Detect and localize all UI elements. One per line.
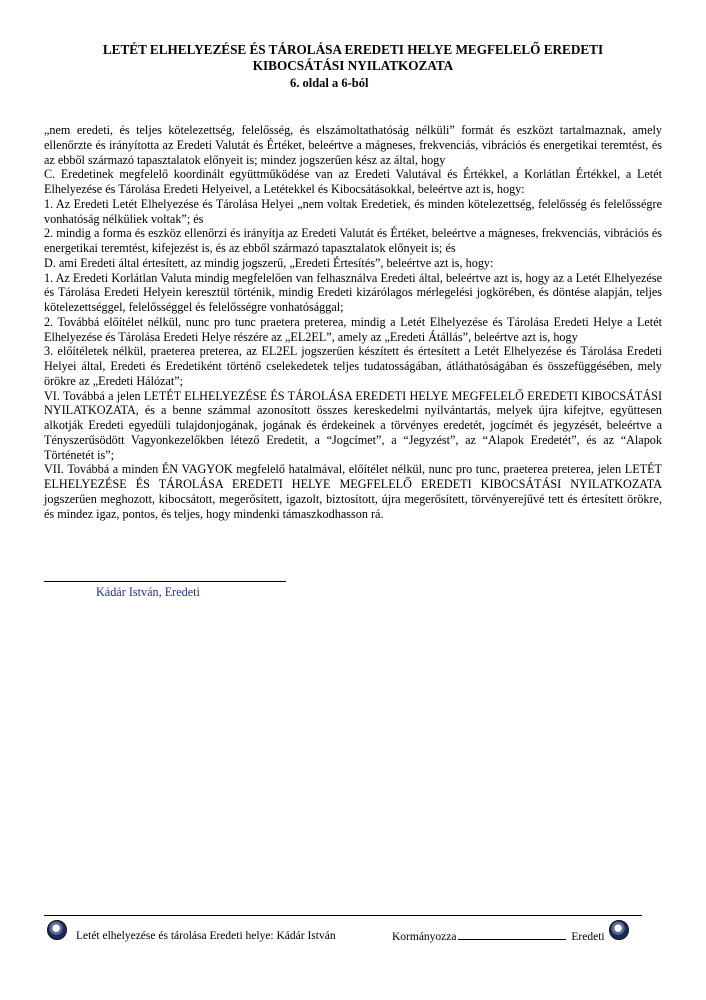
document-body [44,123,662,521]
footer-divider [44,915,642,916]
paragraph: D. ami Eredeti által értesített, az mindig jogszerű, „Eredeti Értesítés”, beleértve azt is, hogy: [44,255,494,270]
paragraph: 1. Az Eredeti Letét Elhelyezése és Tárolása Helyei „nem voltak Eredetiek, és minden kötelezettség, felelősség és felelősségre vonhatóság nélküliek voltak”; és [44,196,662,226]
page-indicator: 6. oldal a 6-ból [290,76,369,90]
paragraph: VII. Továbbá a minden ÉN VAGYOK megfelelő hatalmával, előítélet nélkül, nunc pro tunc, praeterea preterea, jelen LETÉT ELHELYEZÉSE ÉS TÁROLÁSA EREDETI HELYE MEGFELELŐ EREDETI KIBOCSÁTÁSI NYILATKOZATA jogszerűen meghozott, kibocsátott, megerősített, igazolt, biztosított, újra megerősített, törvényerejűvé tett és értesített örökre, és mindez igaz, pontos, és teljes, hogy mindenki támaszkodhasson rá. [44,462,662,521]
paragraph: 2. mindig a forma és eszköz ellenőrzi és irányítja az Eredeti Valutát és Értéket, beleértve a mágneses, frekvenciás, vibrációs és energetikai teremtést, kifejezést is, és az ebből származó tapasztalatok előnyeit is; és [44,226,662,255]
signature-line [44,581,286,582]
paragraph: 3. előítéletek nélkül, praeterea preterea, az EL2EL jogszerűen készített és értesített a Letét Elhelyezése és Tárolása Eredeti Helyei által, Eredeti és Eredetiként történő cselekedetek teljes tudatosságában, átláthatóságában és összefüggésében, mely örökre az „Eredeti Hálózat”; [44,344,662,388]
footer-eredeti-label: Eredeti [571,931,605,943]
paragraph: 2. Továbbá előítélet nélkül, nunc pro tunc praetera preterea, mindig a Letét Elhelyezése és Tárolása Eredeti Helye a Letét Elhelyezése és Tárolása Eredeti Helye részére az „EL2EL”, amely az „Eredeti Átállás”, beleértve azt is, hogy [44,314,662,344]
footer-blank-line [458,930,566,940]
paragraph: VI. Továbbá a jelen LETÉT ELHELYEZÉSE ÉS TÁROLÁSA EREDETI HELYE MEGFELELŐ EREDETI KIBOCSÁTÁSI NYILATKOZATA, és a benne számmal azonosított összes kereskedelmi nyilvántartás, melyek újra kifejtve, együttesen alkotják Eredeti egyedüli tulajdonjogának, jogának és érdekeinek a törvényes eredetét, jogcímét és jegyzését, beleértve a Tényszerűsödött Vagyonkezelőkben létező Eredetit, a “Jogcímet”, a “Jegyzést”, az “Alapok Eredetét”, és az “Alapok Történetét is”; [44,388,662,462]
title-line-1: LETÉT ELHELYEZÉSE ÉS TÁROLÁSA EREDETI HELYE MEGFELELŐ EREDETI [102,42,604,57]
paragraph: „nem eredeti, és teljes kötelezettség, felelősség, és elszámoltathatóság nélküli” formát és eszközt tartalmaznak, amely ellenőrzte és irányította az Eredeti Valutát és Értéket, beleértve a mágneses, frekvenciás, vibrációs és energetikai teremtést, és az ebből származó tapasztalatok előnyeit is; mindez jogszerűen kész az által, hogy [44,123,662,167]
footer-right-text [392,930,605,943]
seal-icon [609,920,629,940]
footer-governed-label: Kormányozza [392,931,457,943]
footer-left-text: Letét elhelyezése és tárolása Eredeti helye: Kádár István [76,930,336,942]
title-line-2: KIBOCSÁTÁSI NYILATKOZATA [252,58,454,73]
signature-name: Kádár István, Eredeti [96,585,200,599]
document-title [40,42,666,74]
paragraph: 1. Az Eredeti Korlátlan Valuta mindig megfelelően van felhasználva Eredeti által, beleértve azt is, hogy az a Letét Elhelyezése és Tárolása Eredeti Helyein keresztül történik, mindig Eredeti kizárólagos mérlegelési jogkörében, és döntése alapján, teljes kötelezettséggel, felelősséggel és felelősségre vonhatósággal; [44,270,662,314]
seal-icon [47,920,67,940]
paragraph: C. Eredetinek megfelelő koordinált együttműködése van az Eredeti Valutával és Értékkel, a Korlátlan Értékkel, a Letét Elhelyezése és Tárolása Eredeti Helyeivel, a Letétekkel és Kibocsátásokkal, beleértve azt is, hogy: [44,167,662,196]
